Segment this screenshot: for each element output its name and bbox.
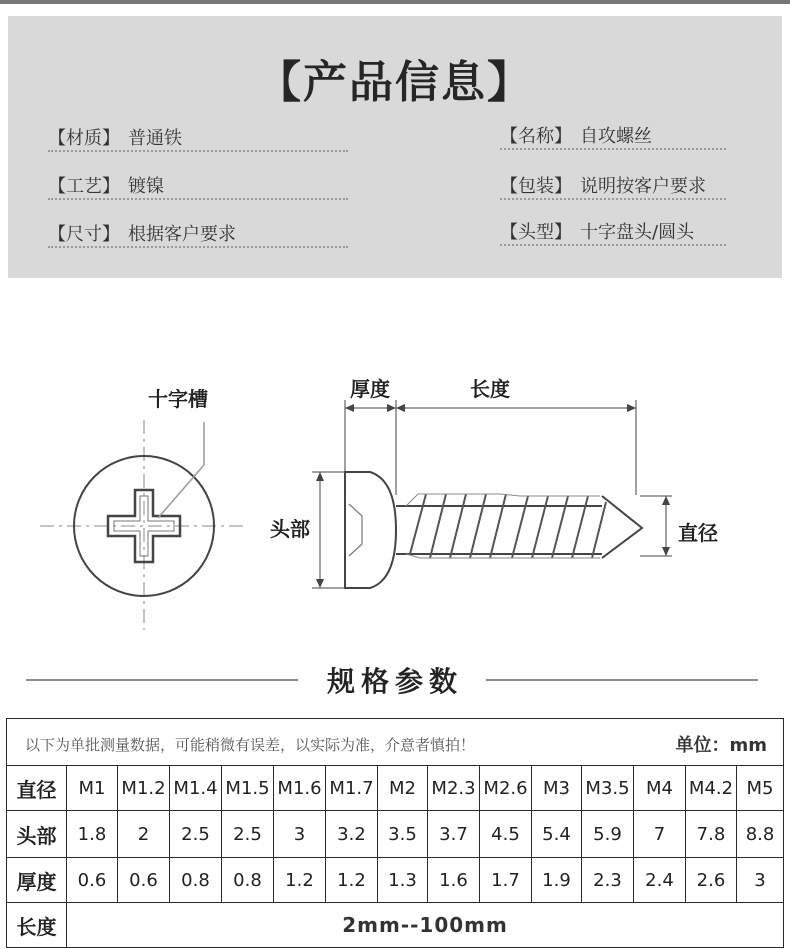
info-process: [48, 172, 348, 200]
screw-side-view: [312, 400, 672, 588]
table-cell: 4.5: [480, 811, 532, 858]
info-label: 【尺寸】: [48, 224, 120, 245]
info-material: [48, 124, 348, 152]
info-value: 普通铁: [128, 128, 182, 149]
info-value: 根据客户要求: [128, 224, 236, 245]
screw-head-front-view: [40, 420, 248, 630]
info-label: 【工艺】: [48, 176, 120, 197]
table-cell: 1.7: [480, 858, 532, 903]
head-label: 头部: [270, 517, 310, 541]
spec-heading-text: 规格参数: [326, 665, 463, 698]
info-label: 【名称】: [500, 126, 572, 147]
table-cell: 1.2: [274, 858, 326, 903]
length-range-value: 2mm--100mm: [67, 903, 784, 948]
row-header: 厚度: [7, 858, 67, 903]
table-cell: M2.6: [480, 766, 532, 811]
table-cell: 3.5: [378, 811, 428, 858]
table-cell: M3.5: [582, 766, 634, 811]
table-cell: 1.6: [428, 858, 480, 903]
table-cell: 2.4: [634, 858, 686, 903]
table-cell: M1: [67, 766, 118, 811]
measurement-note: 以下为单批测量数据，可能稍微有误差，以实际为准，介意者慎拍！: [25, 736, 476, 754]
row-header: 直径: [7, 766, 67, 811]
length-row: [7, 903, 784, 948]
info-value: 镀镍: [128, 176, 164, 197]
table-cell: 5.4: [532, 811, 582, 858]
table-cell: 0.8: [170, 858, 222, 903]
info-head-type: [500, 218, 726, 246]
table-cell: 3.7: [428, 811, 480, 858]
thickness-label: 厚度: [350, 377, 390, 401]
table-cell: 3: [737, 858, 784, 903]
table-cell: 1.2: [326, 858, 378, 903]
screw-diagram: [0, 290, 790, 660]
diameter-label: 直径: [678, 521, 718, 545]
table-cell: M1.5: [222, 766, 274, 811]
table-cell: 7: [634, 811, 686, 858]
row-header: 长度: [7, 903, 67, 948]
table-cell: 2.5: [222, 811, 274, 858]
table-cell: 2.5: [170, 811, 222, 858]
product-info-panel: [8, 16, 782, 278]
table-cell: 2: [118, 811, 170, 858]
info-label: 【头型】: [500, 222, 572, 243]
table-cell: 0.6: [67, 858, 118, 903]
diameter-row: [7, 766, 784, 811]
table-cell: 8.8: [737, 811, 784, 858]
table-cell: 0.6: [118, 858, 170, 903]
table-cell: 2.3: [582, 858, 634, 903]
table-cell: M1.6: [274, 766, 326, 811]
info-package: [500, 172, 726, 200]
table-cell: 5.9: [582, 811, 634, 858]
table-cell: M1.7: [326, 766, 378, 811]
table-cell: M5: [737, 766, 784, 811]
spec-heading: [0, 660, 790, 700]
table-cell: 2.6: [686, 858, 737, 903]
table-cell: 0.8: [222, 858, 274, 903]
table-cell: M1.4: [170, 766, 222, 811]
slot-label: 十字槽: [148, 387, 208, 411]
info-value: 自攻螺丝: [580, 126, 652, 147]
info-size: [48, 220, 348, 248]
top-border: [0, 0, 790, 4]
table-cell: 1.8: [67, 811, 118, 858]
table-cell: M2: [378, 766, 428, 811]
info-value: 说明按客户要求: [580, 176, 706, 197]
table-cell: M4: [634, 766, 686, 811]
head-row: [7, 811, 784, 858]
table-cell: M1.2: [118, 766, 170, 811]
table-cell: 1.9: [532, 858, 582, 903]
row-header: 头部: [7, 811, 67, 858]
table-cell: 3: [274, 811, 326, 858]
table-cell: M2.3: [428, 766, 480, 811]
table-cell: 3.2: [326, 811, 378, 858]
spec-table: [6, 718, 784, 948]
note-row: [7, 719, 784, 766]
unit-label: 单位：mm: [675, 735, 768, 756]
table-cell: 1.3: [378, 858, 428, 903]
info-label: 【包装】: [500, 176, 572, 197]
info-value: 十字盘头/圆头: [580, 222, 695, 243]
table-cell: 7.8: [686, 811, 737, 858]
info-title: 【产品信息】: [257, 57, 533, 108]
thickness-row: [7, 858, 784, 903]
length-label: 长度: [470, 377, 510, 401]
info-name: [500, 122, 726, 150]
table-cell: M3: [532, 766, 582, 811]
table-cell: M4.2: [686, 766, 737, 811]
info-label: 【材质】: [48, 128, 120, 149]
